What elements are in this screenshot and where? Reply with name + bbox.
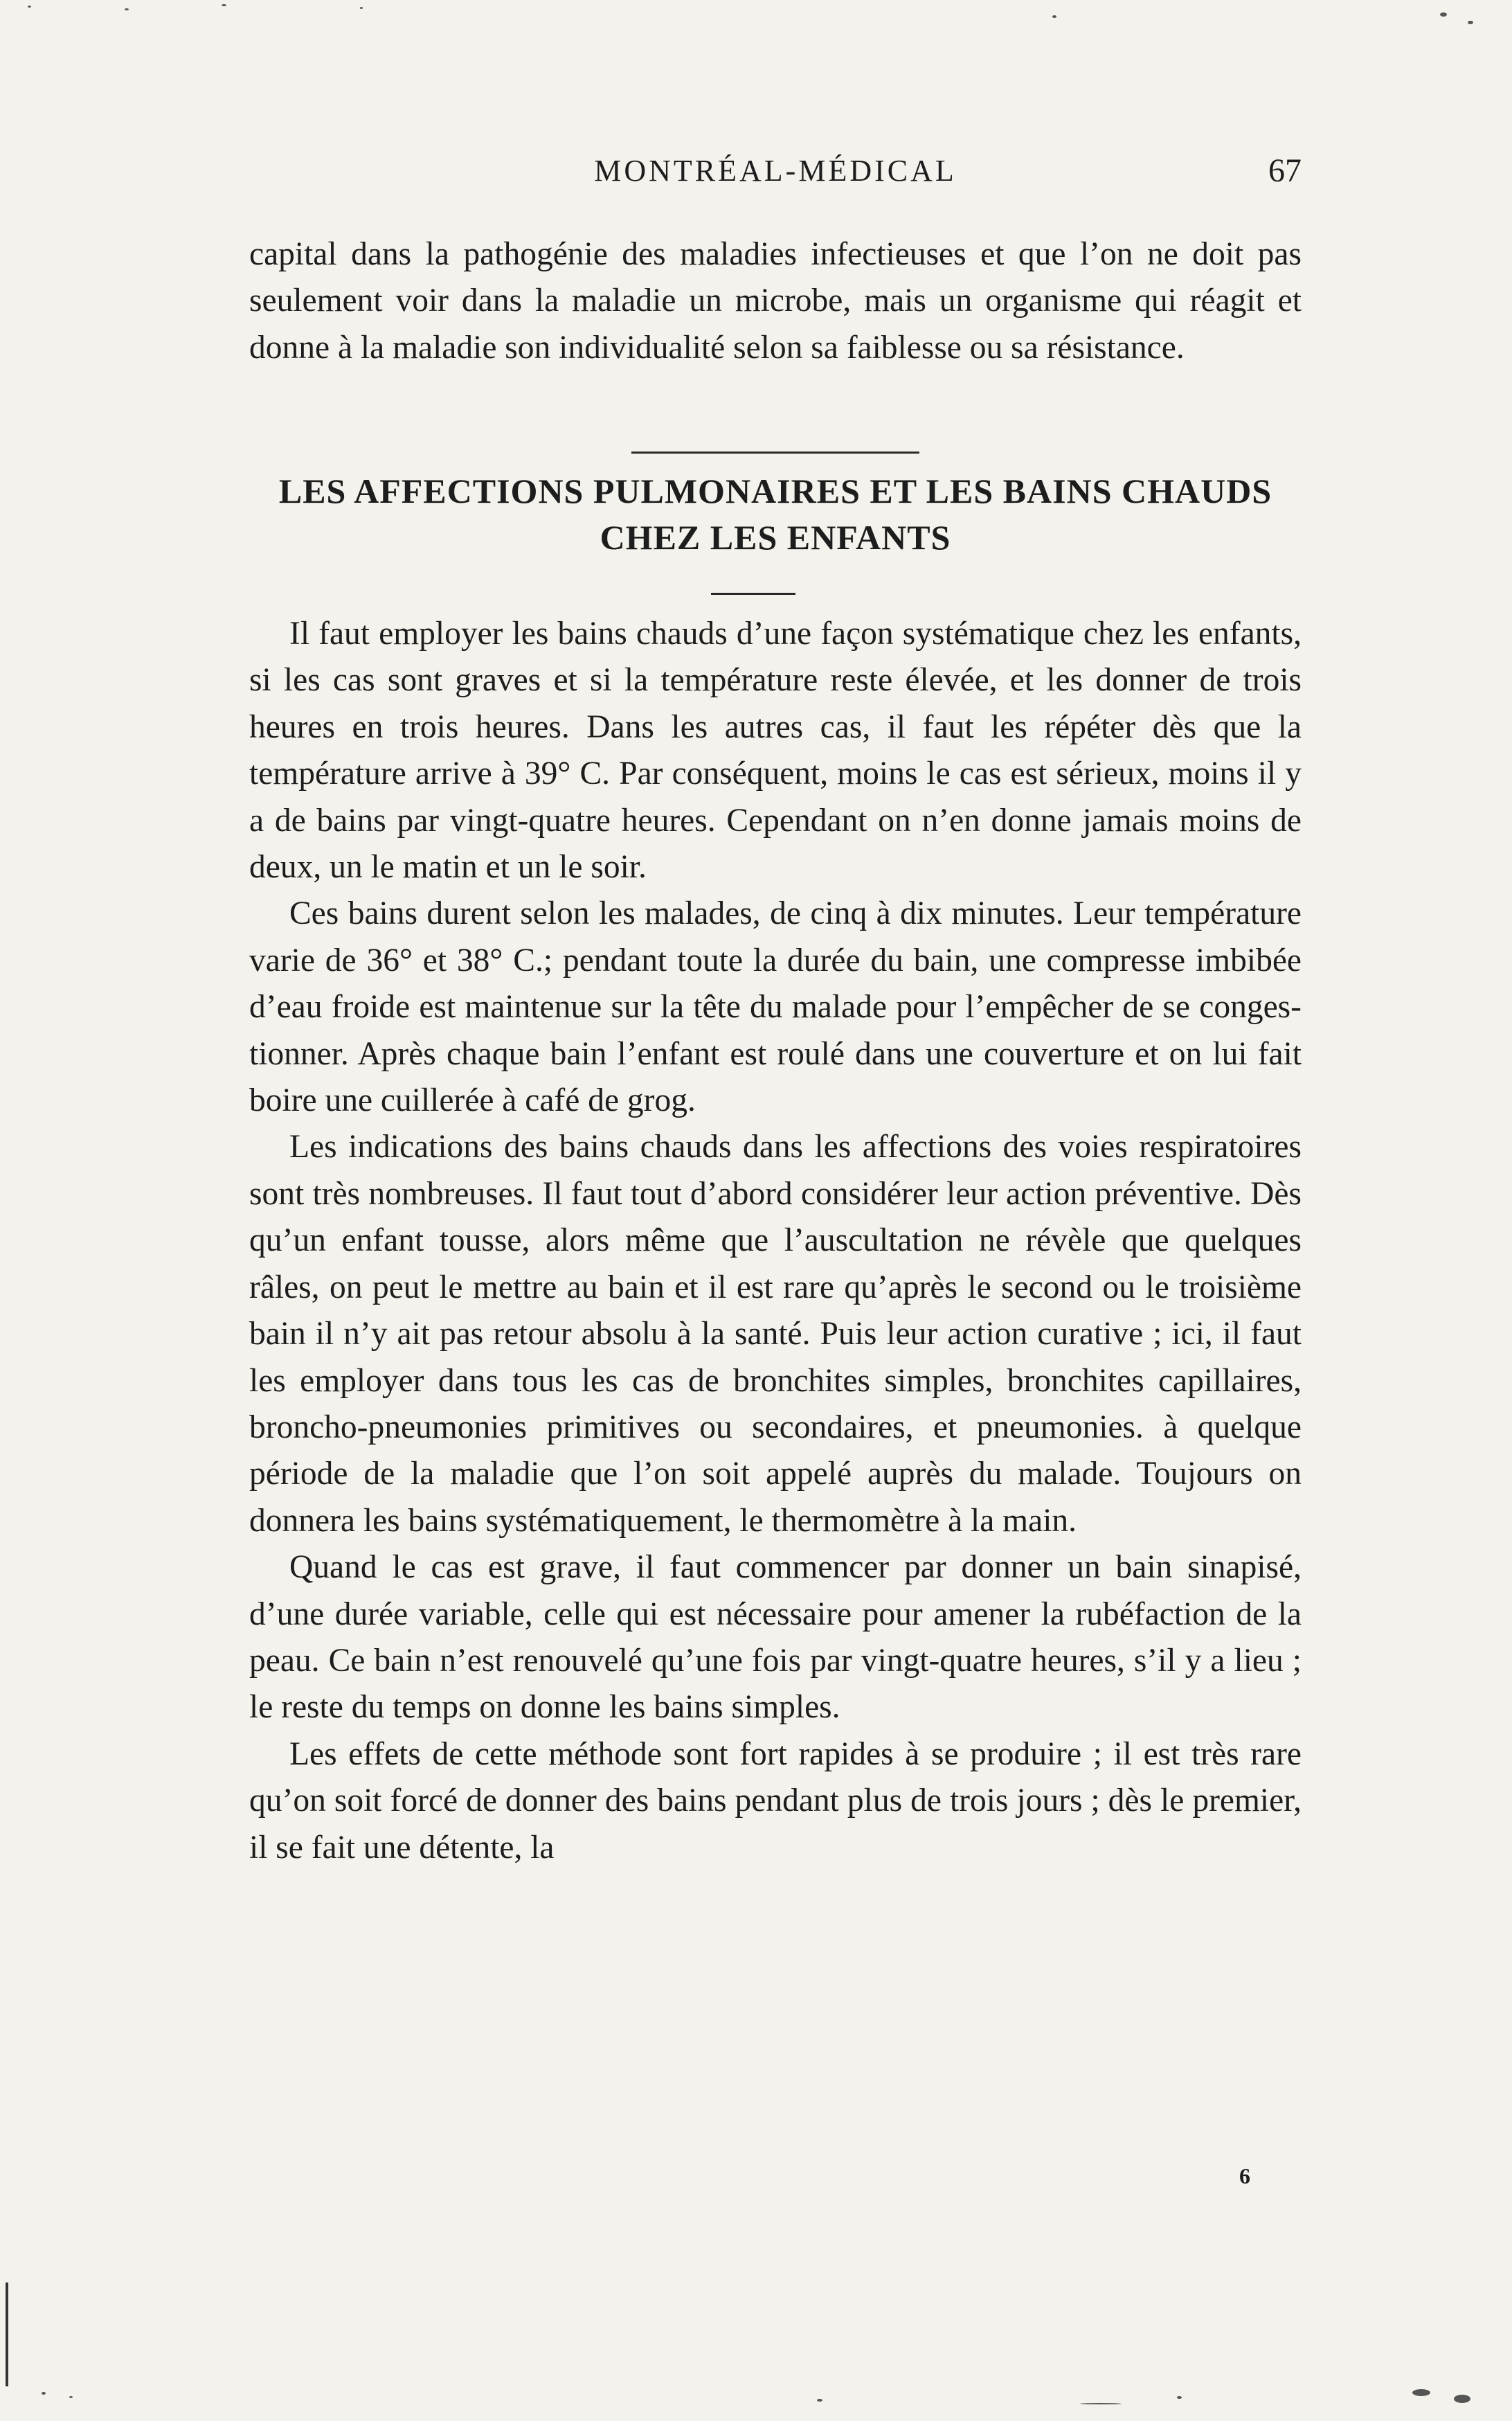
scan-edge-mark [6,2282,8,2386]
scan-speck [1468,21,1473,24]
scan-speck [42,2392,46,2395]
signature-mark: 6 [1239,2163,1250,2188]
scan-speck [1440,12,1447,17]
article-title-line-1: LES AFFECTIONS PULMONAIRES ET LES BAINS CHAUDS [278,472,1272,510]
scan-noise-top [0,0,1512,28]
scan-speck [69,2396,73,2398]
scan-speck [125,8,129,10]
article-paragraph: Quand le cas est grave, il faut commencer par donner un bain sinapisé, d’une durée variable, celle qui est nécessaire pour amener la rubéfaction de la peau. Ce bain n’est renouvelé qu’une fois par vingt-quatre heures, s’il y a lieu ; le reste du temps on donne les bains simples. [249,1549,1302,1726]
article-body [249,611,1302,1871]
scan-speck [1080,2403,1122,2404]
running-title: MONTRÉAL-MÉDICAL [594,154,957,188]
scan-speck [1454,2395,1470,2403]
section-divider-long [631,452,919,454]
scan-speck [360,7,363,9]
article-title [235,468,1315,561]
continuation-paragraph: capital dans la pathogénie des maladies infectieuses et que l’on ne doit pas seulement voir dans la maladie un microbe, mais un organisme qui réagit et donne à la maladie son individualité selon sa faiblesse ou sa résistance. [249,236,1302,366]
scan-speck [817,2399,822,2402]
article-title-line-2: CHEZ LES ENFANTS [600,518,951,557]
scan-speck [28,6,31,8]
scan-speck [1052,15,1056,18]
continuation-text [249,231,1302,371]
scan-noise-bottom [0,2382,1512,2421]
scan-speck [222,4,226,6]
scan-speck [1177,2396,1182,2399]
page-header [249,147,1302,195]
article-paragraph: Les indications des bains chauds dans les affections des voies respiratoires sont très nombreuses. Il faut tout d’abord considérer leur action préventive. Dès qu’un enfant tousse, alors même que l’auscultation ne révèle que quelques râles, on peut le mettre au bain et il est rare qu’après le second ou le troisième bain il n’y ait pas retour absolu à la santé. Puis leur action curative ; ici, il faut les employer dans tous les cas de bronchites simples, bronchites capillaires, broncho-pneumonies primitives ou secondaires, et pneumonies. à quelque période de la maladie que l’on soit appelé auprès du malade. Toujours on donnera les bains systématiquement, le thermomètre à la main. [249,1129,1302,1539]
article-paragraph: Il faut employer les bains chauds d’une façon systématique chez les enfants, si les cas sont graves et si la température reste élevée, et les donner de trois heures en trois heures. Dans les autres cas, il faut les répéter dès que la température arrive à 39° C. Par conséquent, moins le cas est sérieux, moins il y a de bains par vingt-quatre heures. Cependant on n’en donne jamais moins de deux, un le matin et un le soir. [249,616,1302,886]
page-number: 67 [1268,152,1302,189]
scan-speck [1412,2389,1430,2396]
article-paragraph: Les effets de cette méthode sont fort rapides à se produire ; il est très rare qu’on soit forcé de donner des bains pendant plus de trois jours ; dès le premier, il se fait une détente, la [249,1735,1302,1866]
title-divider-short [711,593,795,595]
article-paragraph: Ces bains durent selon les malades, de cinq à dix minutes. Leur température varie de 36° et 38° C.; pendant toute la durée du bain, une compresse imbibée d’eau froide est maintenue sur la tête du malade pour l’empêcher de se congestionner. Après chaque bain l’enfant est roulé dans une couverture et on lui fait boire une cuillerée à café de grog. [249,895,1302,1119]
